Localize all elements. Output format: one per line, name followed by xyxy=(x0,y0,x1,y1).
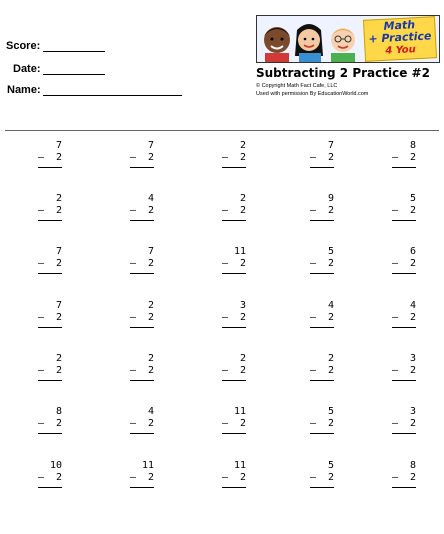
answer-line[interactable] xyxy=(310,220,334,221)
minus-sign: – xyxy=(310,258,317,269)
subtraction-problem xyxy=(38,140,78,180)
answer-line[interactable] xyxy=(222,433,246,434)
subtrahend: 2 xyxy=(409,418,416,429)
minus-sign: – xyxy=(392,418,399,429)
minuend: 8 xyxy=(409,460,416,471)
minuend: 5 xyxy=(327,460,334,471)
subtraction-problem xyxy=(222,353,262,393)
name-blank-line[interactable] xyxy=(43,95,182,96)
subtrahend: 2 xyxy=(327,258,334,269)
minuend: 4 xyxy=(327,300,334,311)
minus-sign: – xyxy=(310,205,317,216)
subtrahend: 2 xyxy=(409,312,416,323)
answer-line[interactable] xyxy=(38,433,62,434)
name-label: Name: xyxy=(7,84,41,96)
answer-line[interactable] xyxy=(310,433,334,434)
minuend: 4 xyxy=(409,300,416,311)
subtrahend: 2 xyxy=(147,258,154,269)
subtrahend: 2 xyxy=(55,312,62,323)
minus-sign: – xyxy=(38,205,45,216)
minus-sign: – xyxy=(130,418,137,429)
minus-sign: – xyxy=(38,312,45,323)
answer-line[interactable] xyxy=(130,327,154,328)
answer-line[interactable] xyxy=(310,327,334,328)
minuend: 10 xyxy=(49,460,62,471)
subtraction-problem xyxy=(392,193,432,233)
subtrahend: 2 xyxy=(327,365,334,376)
minuend: 7 xyxy=(55,140,62,151)
subtrahend: 2 xyxy=(409,152,416,163)
subtraction-problem xyxy=(392,353,432,393)
minuend: 7 xyxy=(327,140,334,151)
subtraction-problem xyxy=(392,406,432,446)
subtrahend: 2 xyxy=(327,418,334,429)
subtraction-problem xyxy=(310,300,350,340)
subtraction-problem xyxy=(392,140,432,180)
subtraction-problem xyxy=(38,406,78,446)
worksheet-title: Subtracting 2 Practice #2 xyxy=(256,66,430,80)
answer-line[interactable] xyxy=(310,167,334,168)
answer-line[interactable] xyxy=(392,327,416,328)
subtrahend: 2 xyxy=(239,312,246,323)
subtrahend: 2 xyxy=(409,472,416,483)
minus-sign: – xyxy=(222,205,229,216)
minus-sign: – xyxy=(392,258,399,269)
answer-line[interactable] xyxy=(38,273,62,274)
minuend: 3 xyxy=(409,353,416,364)
subtrahend: 2 xyxy=(147,365,154,376)
minuend: 2 xyxy=(239,140,246,151)
score-label: Score: xyxy=(6,40,41,52)
subtrahend: 2 xyxy=(55,472,62,483)
minus-sign: – xyxy=(130,365,137,376)
permission-text: Used with permission By EducationWorld.com xyxy=(256,91,369,97)
minuend: 11 xyxy=(233,246,246,257)
subtrahend: 2 xyxy=(55,418,62,429)
subtrahend: 2 xyxy=(409,258,416,269)
minuend: 9 xyxy=(327,193,334,204)
name-field xyxy=(7,84,41,96)
subtraction-problem xyxy=(392,246,432,286)
answer-line[interactable] xyxy=(392,220,416,221)
minuend: 4 xyxy=(147,193,154,204)
minuend: 6 xyxy=(409,246,416,257)
subtraction-problem xyxy=(222,193,262,233)
answer-line[interactable] xyxy=(130,433,154,434)
answer-line[interactable] xyxy=(222,327,246,328)
subtraction-problem xyxy=(130,246,170,286)
minus-sign: – xyxy=(310,152,317,163)
minus-sign: – xyxy=(222,365,229,376)
minus-sign: – xyxy=(222,312,229,323)
subtrahend: 2 xyxy=(55,258,62,269)
subtraction-problem xyxy=(310,140,350,180)
subtraction-problem xyxy=(310,406,350,446)
minuend: 2 xyxy=(239,193,246,204)
answer-line[interactable] xyxy=(222,220,246,221)
subtraction-problem xyxy=(38,246,78,286)
answer-line[interactable] xyxy=(130,273,154,274)
minus-sign: – xyxy=(130,472,137,483)
kids-illustration xyxy=(257,16,367,62)
copyright-text: © Copyright Math Fact Cafe, LLC xyxy=(256,83,338,89)
minus-sign: – xyxy=(130,205,137,216)
subtrahend: 2 xyxy=(147,472,154,483)
minus-sign: – xyxy=(392,205,399,216)
subtraction-problem xyxy=(222,300,262,340)
minuend: 2 xyxy=(147,353,154,364)
subtrahend: 2 xyxy=(327,312,334,323)
subtraction-problem xyxy=(222,140,262,180)
answer-line[interactable] xyxy=(392,487,416,488)
answer-line[interactable] xyxy=(310,487,334,488)
subtrahend: 2 xyxy=(55,205,62,216)
subtraction-problem xyxy=(222,246,262,286)
logo-line-2: + Practice xyxy=(368,29,432,46)
minus-sign: – xyxy=(38,258,45,269)
math-practice-logo xyxy=(363,16,437,62)
subtraction-problem xyxy=(310,193,350,233)
answer-line[interactable] xyxy=(222,380,246,381)
subtrahend: 2 xyxy=(239,152,246,163)
subtraction-problem xyxy=(130,193,170,233)
minuend: 2 xyxy=(147,300,154,311)
date-label: Date: xyxy=(13,63,41,75)
subtraction-problem xyxy=(392,300,432,340)
minus-sign: – xyxy=(38,418,45,429)
subtrahend: 2 xyxy=(239,418,246,429)
minuend: 7 xyxy=(147,246,154,257)
minus-sign: – xyxy=(130,152,137,163)
minuend: 2 xyxy=(55,353,62,364)
logo-line-1: Math xyxy=(383,18,416,33)
subtrahend: 2 xyxy=(327,472,334,483)
subtrahend: 2 xyxy=(147,205,154,216)
subtrahend: 2 xyxy=(239,365,246,376)
minus-sign: – xyxy=(222,472,229,483)
minus-sign: – xyxy=(38,472,45,483)
subtraction-problem xyxy=(310,246,350,286)
subtrahend: 2 xyxy=(327,205,334,216)
minuend: 2 xyxy=(239,353,246,364)
subtrahend: 2 xyxy=(327,152,334,163)
minus-sign: – xyxy=(310,312,317,323)
minuend: 2 xyxy=(55,193,62,204)
answer-line[interactable] xyxy=(38,220,62,221)
subtrahend: 2 xyxy=(409,365,416,376)
minus-sign: – xyxy=(392,312,399,323)
subtraction-problem xyxy=(130,406,170,446)
minuend: 3 xyxy=(409,406,416,417)
minus-sign: – xyxy=(38,152,45,163)
date-blank-line[interactable] xyxy=(43,74,105,75)
answer-line[interactable] xyxy=(130,380,154,381)
minus-sign: – xyxy=(310,418,317,429)
answer-line[interactable] xyxy=(392,273,416,274)
subtrahend: 2 xyxy=(239,472,246,483)
subtraction-problem xyxy=(222,406,262,446)
answer-line[interactable] xyxy=(392,167,416,168)
date-field xyxy=(13,63,41,75)
minuend: 3 xyxy=(239,300,246,311)
subtrahend: 2 xyxy=(55,365,62,376)
subtraction-problem xyxy=(222,460,262,500)
minus-sign: – xyxy=(222,152,229,163)
minus-sign: – xyxy=(392,365,399,376)
subtrahend: 2 xyxy=(239,258,246,269)
subtraction-problem xyxy=(38,300,78,340)
answer-line[interactable] xyxy=(392,380,416,381)
subtraction-problem xyxy=(130,140,170,180)
minuend: 7 xyxy=(55,300,62,311)
subtraction-problem xyxy=(310,460,350,500)
answer-line[interactable] xyxy=(310,273,334,274)
answer-line[interactable] xyxy=(38,167,62,168)
minus-sign: – xyxy=(38,365,45,376)
minus-sign: – xyxy=(222,258,229,269)
score-field xyxy=(6,40,40,52)
answer-line[interactable] xyxy=(130,487,154,488)
header-banner xyxy=(256,15,440,63)
minuend: 2 xyxy=(327,353,334,364)
subtrahend: 2 xyxy=(239,205,246,216)
answer-line[interactable] xyxy=(38,327,62,328)
score-blank-line[interactable] xyxy=(43,51,105,52)
minuend: 11 xyxy=(141,460,154,471)
divider xyxy=(5,130,439,131)
subtraction-problem xyxy=(392,460,432,500)
minuend: 7 xyxy=(147,140,154,151)
answer-line[interactable] xyxy=(130,167,154,168)
minuend: 5 xyxy=(409,193,416,204)
subtrahend: 2 xyxy=(409,205,416,216)
answer-line[interactable] xyxy=(222,167,246,168)
minuend: 4 xyxy=(147,406,154,417)
answer-line[interactable] xyxy=(222,273,246,274)
minus-sign: – xyxy=(222,418,229,429)
subtrahend: 2 xyxy=(55,152,62,163)
subtraction-problem xyxy=(130,300,170,340)
minus-sign: – xyxy=(392,472,399,483)
minuend: 8 xyxy=(409,140,416,151)
subtraction-problem xyxy=(38,193,78,233)
logo-line-3: 4 You xyxy=(385,44,417,57)
minuend: 7 xyxy=(55,246,62,257)
minus-sign: – xyxy=(310,472,317,483)
answer-line[interactable] xyxy=(38,487,62,488)
subtraction-problem xyxy=(38,353,78,393)
subtrahend: 2 xyxy=(147,312,154,323)
subtrahend: 2 xyxy=(147,418,154,429)
subtraction-problem xyxy=(130,353,170,393)
minus-sign: – xyxy=(310,365,317,376)
minuend: 5 xyxy=(327,246,334,257)
subtraction-problem xyxy=(130,460,170,500)
minus-sign: – xyxy=(392,152,399,163)
subtrahend: 2 xyxy=(147,152,154,163)
minuend: 11 xyxy=(233,406,246,417)
minuend: 11 xyxy=(233,460,246,471)
minuend: 5 xyxy=(327,406,334,417)
minus-sign: – xyxy=(130,312,137,323)
subtraction-problem xyxy=(38,460,78,500)
answer-line[interactable] xyxy=(310,380,334,381)
answer-line[interactable] xyxy=(38,380,62,381)
answer-line[interactable] xyxy=(130,220,154,221)
answer-line[interactable] xyxy=(392,433,416,434)
minus-sign: – xyxy=(130,258,137,269)
answer-line[interactable] xyxy=(222,487,246,488)
subtraction-problem xyxy=(310,353,350,393)
minuend: 8 xyxy=(55,406,62,417)
